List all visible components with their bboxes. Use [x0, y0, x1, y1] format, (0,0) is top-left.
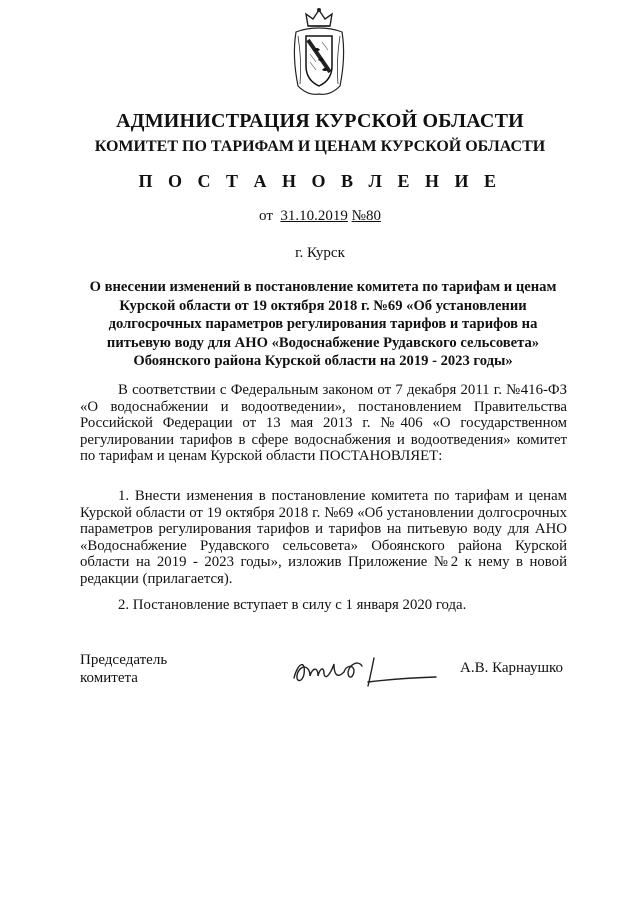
signatory-name: А.В. Карнаушко	[460, 660, 564, 676]
document-date: 31.10.2019	[280, 208, 348, 224]
signatory-title	[80, 651, 167, 687]
document-type: П О С Т А Н О В Л Е Н И Е	[138, 171, 502, 191]
preamble-paragraph: В соответствии с Федеральным законом от 7 декабря 2011 г. №416-ФЗ «О водоснабжении и водоотведении», постановлением Правительства Российской Федерации от 13 мая 2013 г. №406 «О государственном регулировании тарифов в сфере водоснабжения и водоотведения» комитет по тарифам и ценам Курской области ПОСТАНОВЛЯЕТ:	[80, 382, 567, 465]
document-subject: О внесении изменений в постановление комитета по тарифам и ценам Курской области от 19 октября 2018 г. №69 «Об установлении долгосрочных параметров регулирования тарифов и тарифов на питьевую воду для АНО «Водоснабжение Рудавского сельсовета» Обоянского района Курской области на 2019 - 2023 годы»	[89, 279, 557, 369]
item-1-paragraph: 1. Внести изменения в постановление комитета по тарифам и ценам Курской области от 19 октября 2018 г. №69 «Об установлении долгосрочных параметров регулирования тарифов и тарифов на питьевую воду для АНО «Водоснабжение Рудавского сельсовета» Обоянского района Курской области на 2019 - 2023 годы», изложив Приложение №2 к нему в новой редакции (прилагается).	[80, 488, 567, 587]
handwritten-signature-icon	[288, 652, 438, 692]
signatory-title-line2: комитета	[80, 670, 138, 686]
signatory-title-line1: Председатель	[80, 652, 168, 668]
coat-of-arms-icon	[288, 6, 350, 98]
date-prefix: от	[259, 208, 273, 224]
item-2-paragraph: 2. Постановление вступает в силу с 1 января 2020 года.	[118, 597, 467, 613]
city: г. Курск	[295, 245, 345, 261]
document-number: №80	[351, 208, 381, 224]
committee-name: КОМИТЕТ ПО ТАРИФАМ И ЦЕНАМ КУРСКОЙ ОБЛАСТИ	[94, 138, 546, 155]
date-line	[0, 208, 640, 225]
org-name: АДМИНИСТРАЦИЯ КУРСКОЙ ОБЛАСТИ	[116, 110, 524, 132]
